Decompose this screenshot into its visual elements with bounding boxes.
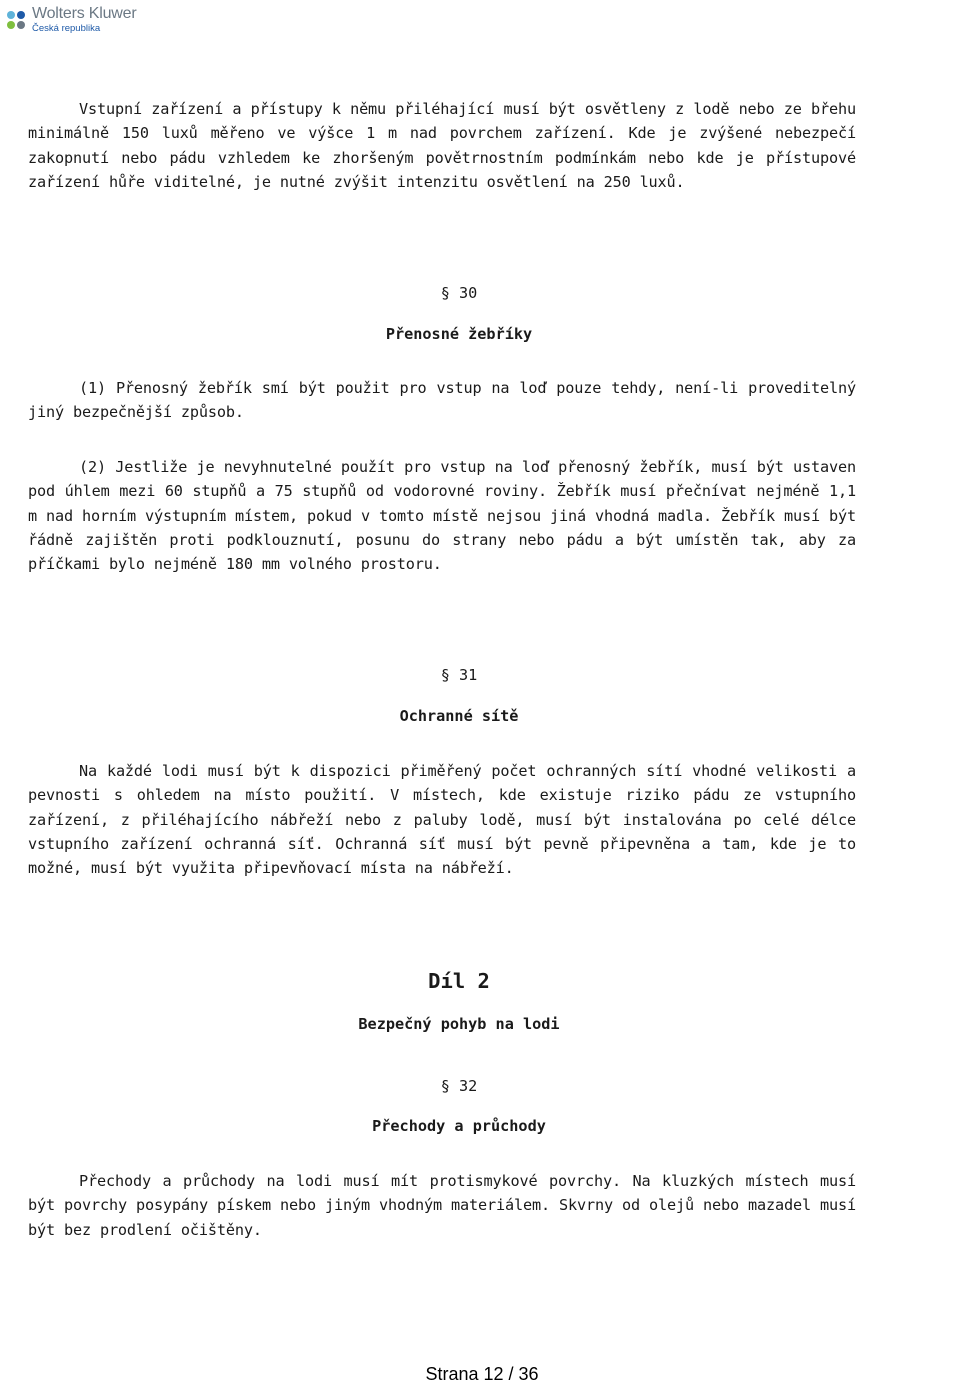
section-30-number: § 30 [440, 284, 478, 302]
section-30-title: Přenosné žebříky [385, 325, 533, 343]
section-30-paragraph-2: (2) Jestliže je nevyhnutelné použít pro vstup na loď přenosný žebřík, musí být ustaven pod úhlem mezi 60 stupňů a 75 stupňů od vodorovné roviny. Žebřík musí přečnívat nejméně 1,1 m nad horním výstupním místem, pokud v tomto místě nejsou jiná vhodná madla. Žebřík musí být řádně zajištěn proti podklouznutí, posunu do strany nebo pádu a být umístěn tak, aby za příčkami bylo nejméně 180 mm volného prostoru. [28, 458, 856, 574]
section-31-paragraph: Na každé lodi musí být k dispozici přiměřený počet ochranných sítí vhodné velikosti a pevnosti s ohledem na místo použití. V místech, kde existuje riziko pádu ze vstupního zařízení, z přiléhajícího nábřeží nebo z paluby lodě, musí být instalována po celé délce vstupního zařízení ochranná síť. Ochranná síť musí být pevně připevněna a tam, kde je to možné, musí být využita připevňovací místa na nábřeží. [28, 762, 856, 878]
section-31-number: § 31 [440, 666, 478, 684]
section-32-number: § 32 [440, 1077, 478, 1095]
intro-paragraph: Vstupní zařízení a přístupy k němu přiléhající musí být osvětleny z lodě nebo ze břehu minimálně 150 luxů měřeno ve výšce 1 m nad povrchem zařízení. Kde je zvýšené nebezpečí zakopnutí nebo pádu vzhledem ke zhoršeným povětrnostním podmínkám nebo kde je přístupové zařízení hůře viditelné, je nutné zvýšit intenzitu osvětlení na 250 luxů. [28, 100, 856, 191]
publisher-logo [4, 4, 137, 36]
page-number: Strana 12 / 36 [425, 1364, 539, 1384]
brand-name: Wolters Kluwer [32, 5, 137, 23]
part-2-heading: Díl 2 [428, 969, 490, 993]
part-2-title: Bezpečný pohyb na lodi [358, 1015, 560, 1033]
section-32-title: Přechody a průchody [372, 1117, 546, 1135]
wolters-kluwer-logo-icon [4, 8, 28, 32]
section-30-paragraph-1: (1) Přenosný žebřík smí být použit pro vstup na loď pouze tehdy, není-li proveditelný jiný bezpečnější způsob. [28, 379, 856, 422]
brand-subtitle: Česká republika [32, 23, 101, 35]
section-31-title: Ochranné sítě [399, 707, 519, 725]
section-32-paragraph: Přechody a průchody na lodi musí mít protismykové povrchy. Na kluzkých místech musí být povrchy posypány pískem nebo jiným vhodným materiálem. Skvrny od olejů nebo mazadel musí být bez prodlení očištěny. [28, 1172, 856, 1239]
